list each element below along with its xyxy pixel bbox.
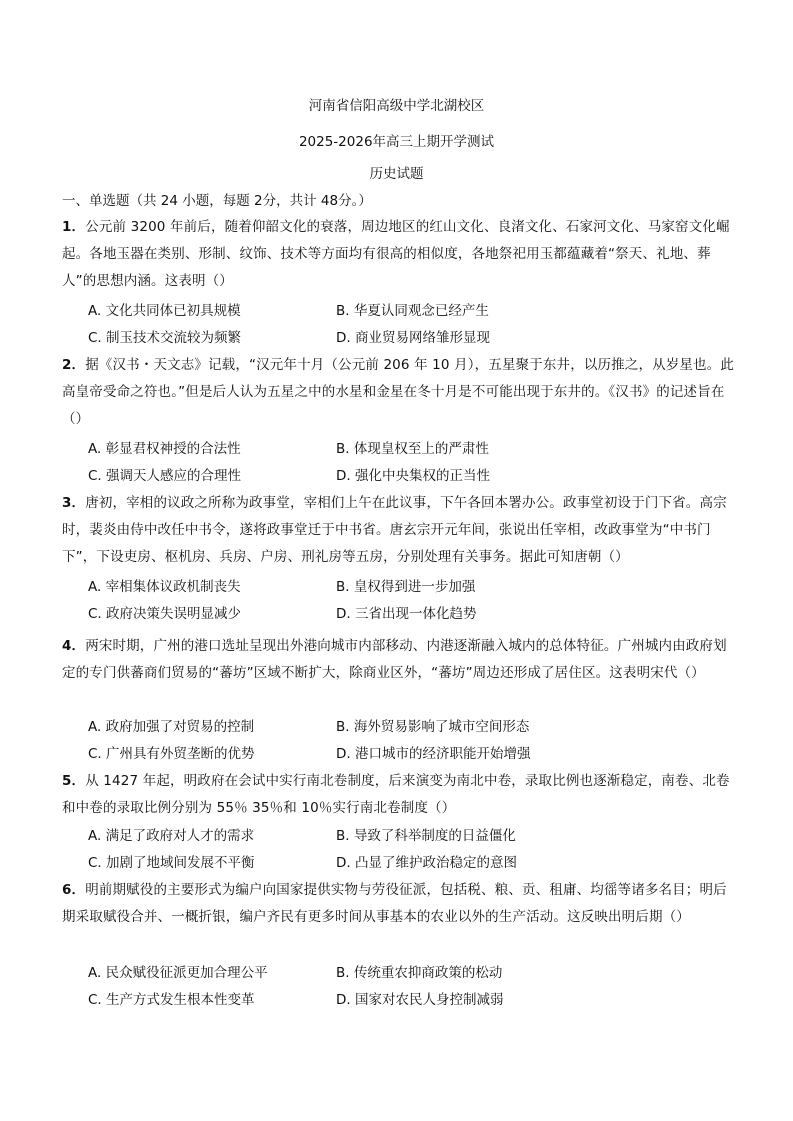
option-d[interactable]: D. 港口城市的经济职能开始增强: [336, 746, 531, 762]
question-stem: 据《汉书・天文志》记载，“汉元年十月（公元前 206 年 10 月），五星聚于东井，以历推之，从岁星也。此高皇帝受命之符也。”但是后人认为五星之中的水星和金星在冬十月是不可能出现于东井的。《汉书》的记述旨在（）: [62, 357, 735, 427]
school-name: 河南省信阳高级中学北湖校区: [308, 98, 485, 114]
question-5-options: [88, 823, 728, 877]
option-b[interactable]: B. 导致了科举制度的日益僵化: [336, 828, 516, 844]
question-2: [62, 352, 738, 433]
question-1-options: [88, 298, 728, 352]
question-5: [62, 768, 738, 822]
question-stem: 唐初，宰相的议政之所称为政事堂，宰相们上午在此议事，下午各回本署办公。政事堂初设于门下省。高宗时，裴炎由侍中改任中书令，遂将政事堂迁于中书省。唐玄宗开元年间，张说出任宰相，改政事堂为“中书门下”，下设吏房、枢机房、兵房、户房、刑礼房等五房，分别处理有关事务。据此可知唐朝（）: [62, 495, 727, 565]
option-a[interactable]: A. 民众赋役征派更加合理公平: [88, 965, 268, 981]
option-d[interactable]: D. 国家对农民人身控制减弱: [336, 992, 504, 1008]
question-1: [62, 214, 738, 295]
option-b[interactable]: B. 海外贸易影响了城市空间形态: [336, 719, 530, 735]
option-c[interactable]: C. 广州具有外贸垄断的优势: [88, 746, 255, 762]
option-b[interactable]: B. 体现皇权至上的严肃性: [336, 441, 489, 457]
option-d[interactable]: D. 凸显了维护政治稳定的意图: [336, 855, 517, 871]
question-6: [62, 877, 738, 931]
question-number: 2．: [62, 357, 86, 373]
question-number: 5．: [62, 773, 86, 789]
subject-title: 历史试题: [369, 166, 424, 182]
option-b[interactable]: B. 华夏认同观念已经产生: [336, 303, 489, 319]
question-number: 3．: [62, 495, 86, 511]
exam-title: 2025-2026年高三上期开学测试: [298, 134, 495, 150]
option-c[interactable]: C. 制玉技术交流较为频繁: [88, 330, 242, 346]
option-b[interactable]: B. 传统重农抑商政策的松动: [336, 965, 503, 981]
option-d[interactable]: D. 强化中央集权的正当性: [336, 468, 490, 484]
option-a[interactable]: A. 文化共同体已初具规模: [88, 303, 241, 319]
option-b[interactable]: B. 皇权得到进一步加强: [336, 579, 476, 595]
question-2-options: [88, 436, 728, 490]
question-4-options: [88, 714, 728, 768]
option-c[interactable]: C. 强调天人感应的合理性: [88, 468, 242, 484]
option-a[interactable]: A. 政府加强了对贸易的控制: [88, 719, 255, 735]
option-a[interactable]: A. 满足了政府对人才的需求: [88, 828, 255, 844]
option-c[interactable]: C. 生产方式发生根本性变革: [88, 992, 255, 1008]
section-heading: 一、单选题（共 24 小题，每题 2分，共计 48分。）: [62, 193, 372, 209]
question-6-options: [88, 960, 728, 1014]
question-3-options: [88, 574, 728, 628]
option-d[interactable]: D. 三省出现一体化趋势: [336, 606, 477, 622]
option-c[interactable]: C. 政府决策失误明显减少: [88, 606, 242, 622]
question-number: 1．: [62, 219, 86, 235]
question-number: 4．: [62, 638, 86, 654]
option-a[interactable]: A. 宰相集体议政机制丧失: [88, 579, 241, 595]
question-stem: 公元前 3200 年前后，随着仰韶文化的衰落，周边地区的红山文化、良渚文化、石家河文化、马家窑文化崛起。各地玉器在类别、形制、纹饰、技术等方面均有很高的相似度，各地祭祀用玉都蕴藏着“祭天、礼地、葬人”的思想内涵。这表明（）: [62, 219, 730, 289]
question-3: [62, 490, 738, 571]
question-4: [62, 633, 738, 687]
question-stem: 从 1427 年起，明政府在会试中实行南北卷制度，后来演变为南北中卷，录取比例也逐渐稳定，南卷、北卷和中卷的录取比例分别为 55％ 35％和 10％实行南北卷制度（）: [62, 773, 730, 816]
question-stem: 两宋时期，广州的港口选址呈现出外港向城市内部移动、内港逐渐融入城内的总体特征。广州城内由政府划定的专门供蕃商们贸易的“蕃坊”区域不断扩大，除商业区外，“蕃坊”周边还形成了居住区。这表明宋代（）: [62, 638, 727, 681]
question-number: 6．: [62, 882, 86, 898]
option-c[interactable]: C. 加剧了地域间发展不平衡: [88, 855, 255, 871]
option-d[interactable]: D. 商业贸易网络雏形显现: [336, 330, 490, 346]
question-stem: 明前期赋役的主要形式为编户向国家提供实物与劳役征派，包括税、粮、贡、租庸、均徭等诸多名目；明后期采取赋役合并、一概折银，编户齐民有更多时间从事基本的农业以外的生产活动。这反映出明后期（）: [62, 882, 727, 925]
option-a[interactable]: A. 彰显君权神授的合法性: [88, 441, 241, 457]
